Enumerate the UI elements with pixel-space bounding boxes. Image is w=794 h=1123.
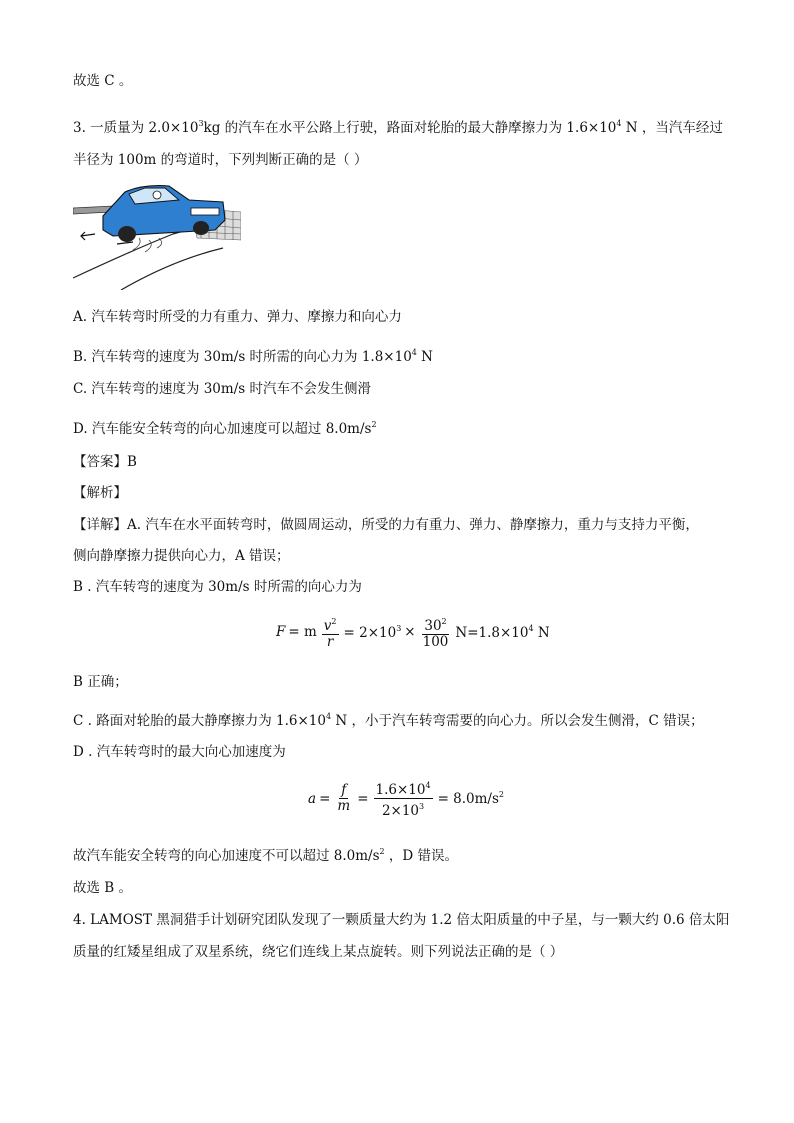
- formula-max-acceleration: [308, 778, 504, 819]
- formula1-F: F: [276, 624, 286, 640]
- formula1-tail: N=1.8×10: [455, 624, 529, 641]
- fraction-302-over-100: [421, 614, 451, 650]
- detail-c-text-b: N ，小于汽车转弯需要的向心力。所以会发生侧滑，C 错误；: [331, 713, 704, 729]
- formula1-v-exp: 2: [331, 617, 337, 626]
- formula2-m: m: [337, 798, 351, 814]
- analysis-label: 【解析】: [73, 485, 127, 501]
- option-d-exp: 2: [371, 420, 377, 429]
- conclusion-exp: 2: [379, 847, 385, 856]
- detail-c-exp: 4: [325, 712, 332, 721]
- detail-c: [73, 708, 704, 730]
- detail-c-text-a: C . 路面对轮胎的最大静摩擦力为 1.6×10: [73, 713, 326, 729]
- detail-line-1: 【详解】A. 汽车在水平面转弯时，做圆周运动，所受的力有重力、弹力、静摩擦力，重力与支持力平衡，: [73, 517, 699, 533]
- conclusion-line: [73, 843, 458, 865]
- formula2-num-exp: 4: [425, 781, 431, 790]
- formula1-r: r: [326, 634, 334, 650]
- formula1-30: 30: [424, 618, 442, 634]
- formula1-tail-exp: 4: [528, 623, 534, 633]
- formula1-eq1: = m: [288, 624, 317, 640]
- conclusion-text-a: 故汽车能安全转弯的向心加速度不可以超过 8.0m/s: [73, 848, 380, 864]
- formula1-eq2: = 2×10: [343, 624, 397, 641]
- detail-line-2: 侧向静摩擦力提供向心力，A 错误；: [73, 548, 290, 564]
- q3-exp-a: 3: [198, 119, 204, 128]
- formula2-eq2: =: [357, 790, 369, 807]
- formula1-v: v: [323, 618, 332, 634]
- question-4-line-2: 质量的红矮星组成了双星系统，绕它们连线上某点旋转。则下列说法正确的是（ ）: [73, 944, 564, 960]
- conclusion-text-b: ，D 错误。: [384, 848, 459, 864]
- q3-text-a: 3. 一质量为 2.0×10: [73, 120, 199, 136]
- formula1-100: 100: [422, 634, 449, 650]
- option-c: C. 汽车转弯的速度为 30m/s 时汽车不会发生侧滑: [73, 381, 371, 397]
- detail-d: D . 汽车转弯时的最大向心加速度为: [73, 744, 286, 760]
- option-b: [73, 344, 433, 366]
- fraction-values: [374, 778, 433, 819]
- q3-text-b: kg 的汽车在水平公路上行驶，路面对轮胎的最大静摩擦力为 1.6×10: [203, 120, 617, 136]
- formula2-result: = 8.0m/s: [437, 791, 499, 807]
- fraction-v2-over-r: [322, 614, 339, 650]
- formula2-eq1: =: [319, 790, 331, 807]
- formula1-unit: N: [533, 624, 550, 641]
- formula2-den-exp: 3: [419, 802, 425, 811]
- option-b-text: B. 汽车转弯的速度为 30m/s 时所需的向心力为 1.8×10: [73, 349, 412, 365]
- answer-label: 【答案】B: [73, 454, 137, 470]
- q3-exp-b: 4: [616, 119, 622, 128]
- option-d: [73, 416, 377, 438]
- formula2-a: a: [308, 790, 317, 807]
- detail-b: B . 汽车转弯的速度为 30m/s 时所需的向心力为: [73, 579, 362, 595]
- formula-centripetal-force: [276, 614, 550, 650]
- option-a: A. 汽车转弯时所受的力有重力、弹力、摩擦力和向心力: [73, 309, 402, 325]
- formula2-den: 2×10: [381, 803, 420, 819]
- formula2-result-exp: 2: [498, 790, 505, 799]
- option-d-text: D. 汽车能安全转弯的向心加速度可以超过 8.0m/s: [73, 421, 372, 437]
- b-correct: B 正确；: [73, 674, 128, 690]
- option-b-exp: 4: [411, 348, 417, 357]
- fraction-f-over-m: [335, 783, 352, 814]
- option-b-unit: N: [416, 349, 433, 365]
- formula1-times: ×: [404, 624, 416, 640]
- formula2-num: 1.6×10: [375, 782, 426, 798]
- q3-text-c: N ，当汽车经过: [621, 120, 723, 136]
- formula2-f: f: [341, 782, 347, 798]
- formula1-30-exp: 2: [441, 617, 447, 626]
- question-4-line-1: 4. LAMOST 黑洞猎手计划研究团队发现了一颗质量大约为 1.2 倍太阳质量的中子星，与一颗大约 0.6 倍太阳: [73, 912, 730, 928]
- car-turning-illustration: [73, 178, 241, 290]
- question-3-line-2: 半径为 100m 的弯道时，下列判断正确的是（ ）: [73, 152, 368, 168]
- question-3-line-1: [73, 115, 723, 137]
- final-choice: 故选 B 。: [73, 880, 133, 896]
- line-conclusion-prev: 故选 C 。: [73, 73, 133, 89]
- formula1-exp3: 3: [396, 623, 402, 633]
